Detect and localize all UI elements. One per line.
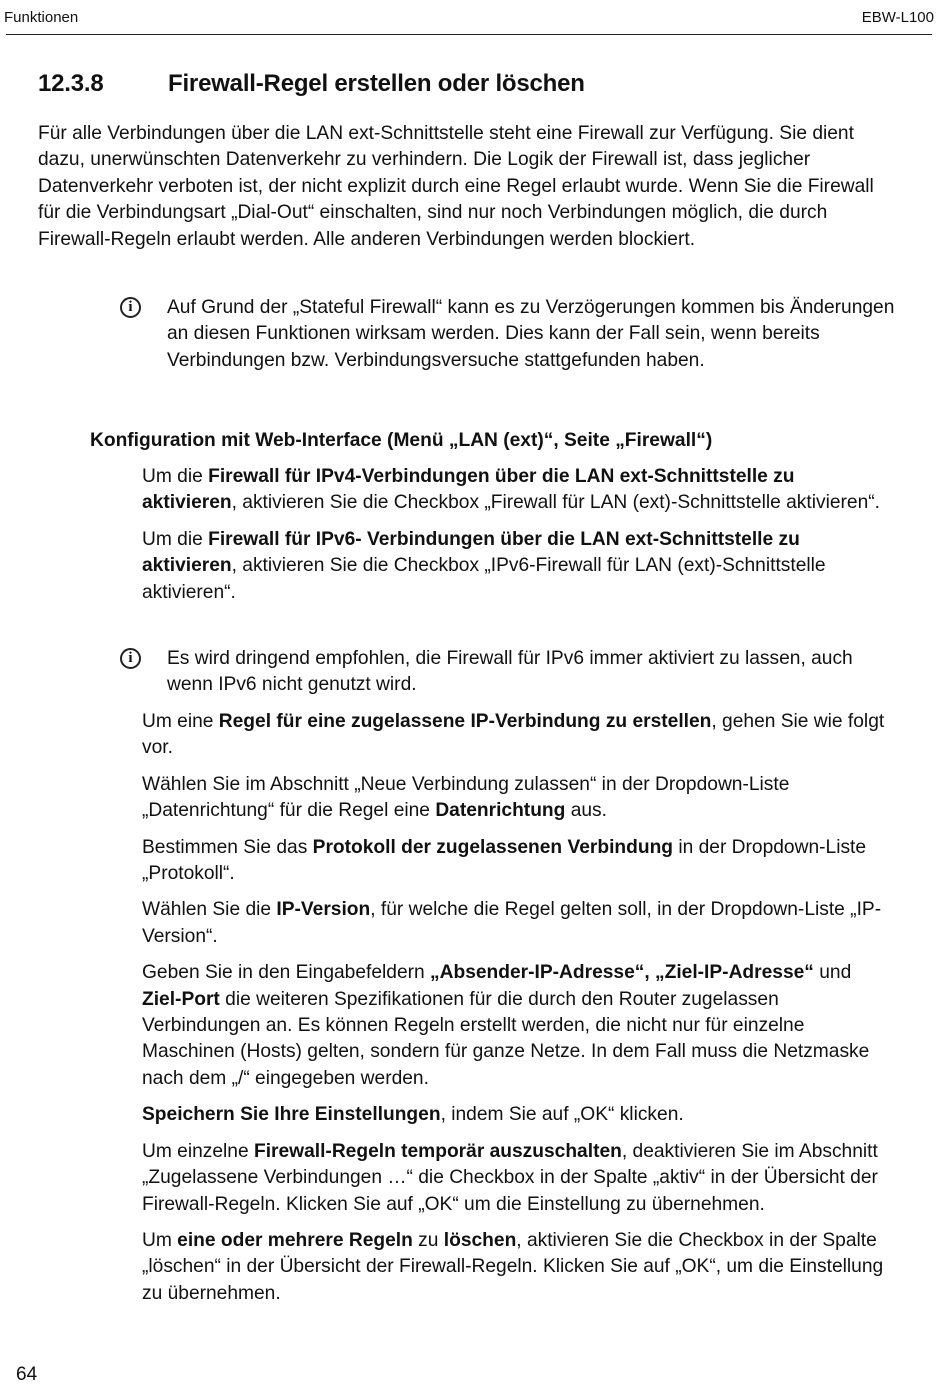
- note-1: [118, 295, 898, 374]
- section-number: 12.3.8: [38, 70, 104, 97]
- step-paragraph: Um eine Regel für eine zugelassene IP-Verbindung zu erstellen, gehen Sie wie folgt vor.: [142, 711, 885, 759]
- step-paragraph: Um eine oder mehrere Regeln zu löschen, aktivieren Sie die Checkbox in der Spalte „löschen“ in der Übersicht der Firewall-Regeln. Klicken Sie auf „OK“, um die Einstellung zu übernehmen.: [142, 1229, 884, 1304]
- step-paragraph: Um die Firewall für IPv4-Verbindungen über die LAN ext-Schnittstelle zu aktivieren, aktivieren Sie die Checkbox „Firewall für LAN (ext)-Schnittstelle aktivieren“.: [142, 466, 880, 514]
- section-heading: [38, 70, 585, 98]
- page-header-right: EBW-L100: [861, 9, 934, 26]
- step-paragraph: Wählen Sie die IP-Version, für welche die Regel gelten soll, in der Dropdown-Liste „IP-Version“.: [142, 899, 882, 947]
- info-icon: i: [120, 648, 141, 669]
- steps-group-1: [142, 464, 892, 616]
- step-paragraph: Speichern Sie Ihre Einstellungen, indem Sie auf „OK“ klicken.: [142, 1104, 684, 1126]
- intro-paragraph: Für alle Verbindungen über die LAN ext-Schnittstelle steht eine Firewall zur Verfügung. Sie dient dazu, unerwünschten Datenverkehr zu verhindern. Die Logik der Firewall ist, dass jeglicher Datenverkehr verboten ist, der nicht explizit durch eine Regel erlaubt wurde. Wenn Sie die Firewall für die Verbindungsart „Dial-Out“ einschalten, sind nur noch Verbindungen möglich, die durch Firewall-Regeln erlaubt werden. Alle anderen Verbindungen werden blockiert.: [38, 123, 874, 250]
- step-paragraph: Geben Sie in den Eingabefeldern „Absender-IP-Adresse“, „Ziel-IP-Adresse“ und Ziel-Port die weiteren Spezifikationen für die durch den Router zugelassen Verbindungen an. Es können Regeln erstellt werden, die nicht nur für einzelne Maschinen (Hosts) gelten, sondern für ganze Netze. In dem Fall muss die Netzmaske nach dem „/“ eingegeben werden.: [142, 962, 870, 1089]
- note-text: Auf Grund der „Stateful Firewall“ kann es zu Verzögerungen kommen bis Änderungen an diesen Funktionen wirksam werden. Dies kann der Fall sein, wenn bereits Verbindungen bzw. Verbindungsversuche stattgefunden haben.: [167, 297, 895, 371]
- step-paragraph: Um einzelne Firewall-Regeln temporär auszuschalten, deaktivieren Sie im Abschnitt „Zugelassene Verbindungen …“ die Checkbox in der Spalte „aktiv“ in der Übersicht der Firewall-Regeln. Klicken Sie auf „OK“ um die Einstellung zu übernehmen.: [142, 1140, 878, 1215]
- info-icon: i: [120, 297, 141, 318]
- header-divider: [6, 34, 932, 35]
- section-title: Firewall-Regel erstellen oder löschen: [168, 70, 585, 97]
- config-heading: Konfiguration mit Web-Interface (Menü „LAN (ext)“, Seite „Firewall“): [90, 430, 713, 451]
- note-2: [118, 646, 898, 699]
- step-paragraph: Wählen Sie im Abschnitt „Neue Verbindung zulassen“ in der Dropdown-Liste „Datenrichtung“ für die Regel eine Datenrichtung aus.: [142, 773, 790, 822]
- steps-group-2: [142, 709, 892, 1317]
- page-header-left: Funktionen: [4, 9, 79, 26]
- page-number: 64: [16, 1364, 38, 1385]
- step-paragraph: Um die Firewall für IPv6- Verbindungen über die LAN ext-Schnittstelle zu aktivieren, aktivieren Sie die Checkbox „IPv6-Firewall für LAN (ext)-Schnittstelle aktivieren“.: [142, 528, 826, 603]
- note-text: Es wird dringend empfohlen, die Firewall für IPv6 immer aktiviert zu lassen, auch wenn IPv6 nicht genutzt wird.: [167, 648, 853, 696]
- step-paragraph: Bestimmen Sie das Protokoll der zugelassenen Verbindung in der Dropdown-Liste „Protokoll“.: [142, 836, 867, 885]
